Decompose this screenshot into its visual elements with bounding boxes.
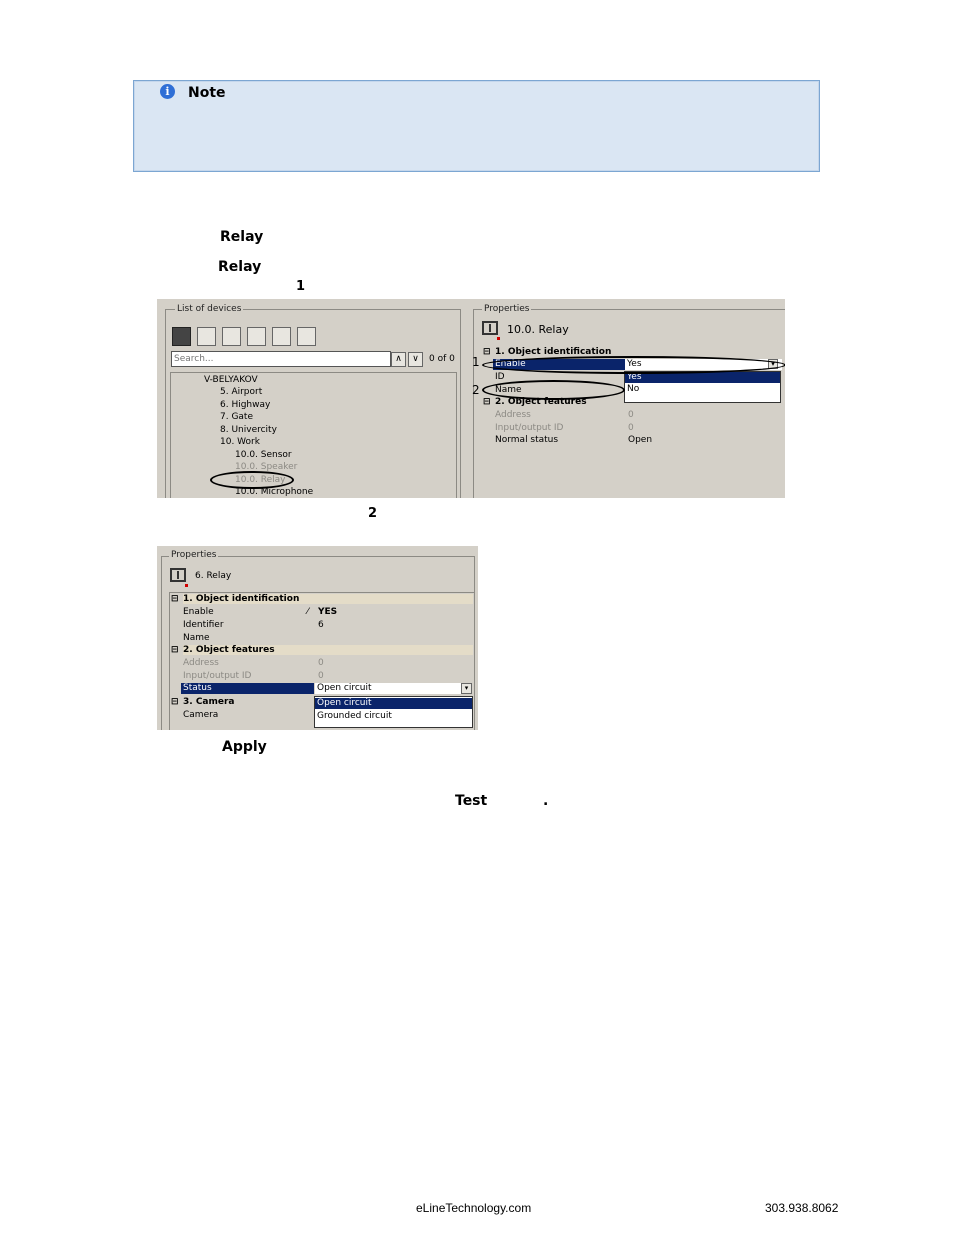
section-object-features: 2. Object features bbox=[495, 397, 587, 407]
footer-website: eLineTechnology.com bbox=[416, 1201, 532, 1215]
status-dot bbox=[497, 337, 500, 340]
camera-search-button[interactable] bbox=[172, 327, 191, 346]
highlight-ellipse bbox=[482, 380, 625, 400]
search-count: 0 of 0 bbox=[429, 354, 455, 364]
identifier-value[interactable]: 6 bbox=[318, 620, 324, 630]
device-tree bbox=[170, 372, 457, 498]
tree-item-relay[interactable]: 10.0. Relay bbox=[235, 475, 286, 485]
step-apply: Apply bbox=[222, 739, 267, 755]
section-object-identification: 1. Object identification bbox=[183, 594, 473, 604]
enable-label[interactable]: Enable bbox=[493, 359, 625, 370]
enable-label: Enable bbox=[183, 607, 214, 617]
dropdown-option-grounded-circuit[interactable]: Grounded circuit bbox=[317, 711, 392, 721]
collapse-icon[interactable]: ⊟ bbox=[171, 697, 179, 707]
add-speaker-button[interactable] bbox=[297, 327, 316, 346]
collapse-icon[interactable]: ⊟ bbox=[483, 397, 491, 407]
object-name: 10.0. Relay bbox=[507, 323, 569, 336]
list-of-devices-title: List of devices bbox=[177, 304, 242, 314]
tree-item[interactable]: 5. Airport bbox=[220, 387, 263, 397]
collapse-icon[interactable]: ⊟ bbox=[171, 645, 179, 655]
relay-icon bbox=[482, 321, 498, 335]
section-object-features: 2. Object features bbox=[183, 645, 473, 655]
edit-icon: ⁄ bbox=[307, 607, 309, 617]
tree-item[interactable]: 8. Univercity bbox=[220, 425, 277, 435]
normal-status-label: Normal status bbox=[495, 435, 559, 445]
identifier-label: Identifier bbox=[183, 620, 224, 630]
address-label: Address bbox=[495, 410, 531, 420]
dropdown-option-no[interactable]: No bbox=[627, 384, 640, 394]
figure-number-1: 1 bbox=[296, 279, 306, 294]
search-down-button[interactable]: ∨ bbox=[408, 352, 423, 367]
add-computer-button[interactable] bbox=[197, 327, 216, 346]
highlight-ellipse bbox=[482, 356, 785, 374]
io-id-label: Input/output ID bbox=[495, 423, 564, 433]
normal-status-value: Open bbox=[628, 435, 653, 445]
add-camera-button[interactable] bbox=[222, 327, 241, 346]
device-search-input[interactable] bbox=[171, 351, 391, 367]
callout-1: 1 bbox=[472, 355, 480, 369]
dropdown-option-open-circuit[interactable]: Open circuit bbox=[315, 698, 472, 709]
enable-value[interactable]: YES bbox=[318, 607, 338, 617]
figure-number-2: 2 bbox=[368, 506, 378, 521]
tree-item[interactable]: 7. Gate bbox=[220, 412, 254, 422]
enable-dropdown-list bbox=[624, 371, 781, 403]
tree-item[interactable]: 10.0. Speaker bbox=[235, 462, 298, 472]
io-id-value: 0 bbox=[318, 671, 324, 681]
step-relay-1: Relay bbox=[220, 229, 264, 245]
io-id-value: 0 bbox=[628, 423, 634, 433]
step-relay-2: Relay bbox=[218, 259, 262, 275]
step-period: . bbox=[543, 793, 549, 809]
status-dot bbox=[185, 584, 188, 587]
collapse-icon[interactable]: ⊟ bbox=[483, 347, 491, 357]
properties-title: Properties bbox=[484, 304, 530, 314]
section-camera: 3. Camera bbox=[183, 697, 235, 707]
note-title: Note bbox=[188, 85, 226, 101]
object-name: 6. Relay bbox=[195, 571, 232, 581]
note-box bbox=[133, 80, 820, 172]
io-id-label: Input/output ID bbox=[183, 671, 252, 681]
tree-item[interactable]: 10. Work bbox=[220, 437, 260, 447]
properties-title: Properties bbox=[171, 550, 217, 560]
collapse-icon[interactable]: ⊟ bbox=[171, 594, 179, 604]
step-test: Test bbox=[455, 793, 488, 809]
tree-item[interactable]: V-BELYAKOV bbox=[204, 375, 258, 385]
address-value: 0 bbox=[318, 658, 324, 668]
relay-icon bbox=[170, 568, 186, 582]
status-dropdown-list bbox=[314, 696, 473, 728]
id-label: ID bbox=[495, 372, 505, 382]
enable-value-field[interactable]: Yes bbox=[625, 359, 782, 370]
info-icon: i bbox=[160, 84, 175, 99]
name-label: Name bbox=[183, 633, 210, 643]
tree-item[interactable]: 10.0. Microphone bbox=[235, 487, 314, 497]
section-object-identification: 1. Object identification bbox=[495, 347, 612, 357]
devices-properties-screenshot bbox=[157, 299, 785, 498]
tree-item[interactable]: 10.0. Sensor bbox=[235, 450, 292, 460]
name-label: Name bbox=[495, 385, 522, 395]
dropdown-option-yes[interactable]: Yes bbox=[625, 372, 780, 383]
address-label: Address bbox=[183, 658, 219, 668]
relay-properties-screenshot bbox=[157, 546, 478, 730]
camera-label: Camera bbox=[183, 710, 219, 720]
status-value-field[interactable]: Open circuit bbox=[315, 683, 465, 694]
footer-phone: 303.938.8062 bbox=[765, 1201, 839, 1215]
status-label[interactable]: Status bbox=[181, 683, 314, 694]
search-up-button[interactable]: ∧ bbox=[391, 352, 406, 367]
add-image-button[interactable] bbox=[247, 327, 266, 346]
highlight-ellipse bbox=[210, 471, 294, 489]
tree-item[interactable]: 6. Highway bbox=[220, 400, 271, 410]
callout-2: 2 bbox=[472, 383, 480, 397]
status-dropdown-button[interactable]: ▾ bbox=[461, 683, 472, 694]
address-value: 0 bbox=[628, 410, 634, 420]
add-io-button[interactable] bbox=[272, 327, 291, 346]
enable-dropdown-button[interactable]: ▾ bbox=[768, 359, 778, 369]
